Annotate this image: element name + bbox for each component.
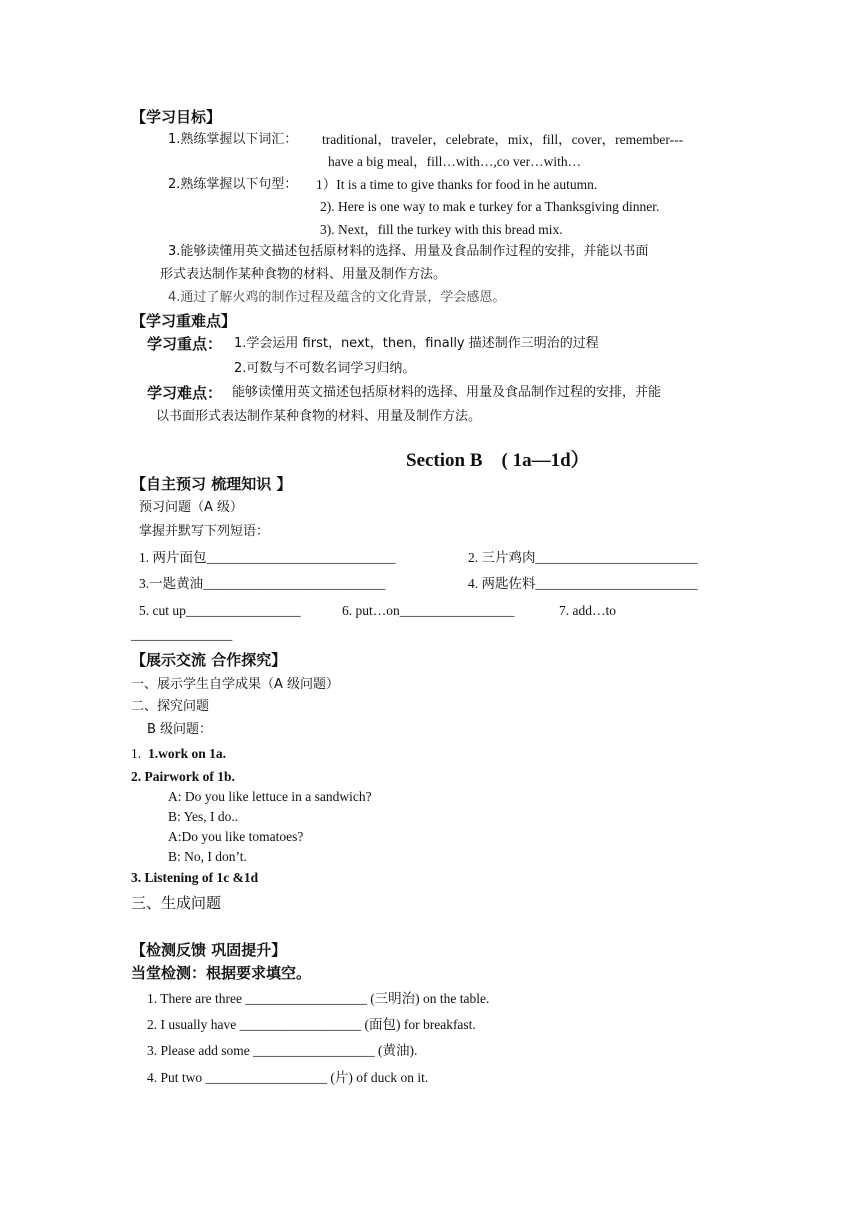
difficulty-line-2: 以书面形式表达制作某种食物的材料、用量及制作方法。 bbox=[156, 409, 482, 424]
difficulty-line-1: 能够读懂用英文描述包括原材料的选择、用量及食品制作过程的安排，并能 bbox=[232, 385, 662, 400]
question-3: 3. Listening of 1c &1d bbox=[131, 870, 259, 885]
explore-part-1: 一、展示学生自学成果（A 级问题） bbox=[131, 677, 340, 692]
exercise-2: 2. I usually have __________________ (面包) for breakfast. bbox=[147, 1017, 476, 1032]
exercise-4: 4. Put two __________________ (片) of duck on it. bbox=[147, 1070, 429, 1085]
focus-1: 1.学会运用 first，next，then，finally 描述制作三明治的过程 bbox=[234, 336, 599, 351]
phrase-item-7: 7. add…to bbox=[559, 603, 616, 618]
vocab-label: 1.熟练掌握以下词汇： bbox=[168, 132, 298, 147]
preview-instruction: 掌握并默写下列短语： bbox=[139, 524, 270, 539]
key-points-heading: 【学习重难点】 bbox=[131, 312, 237, 330]
check-heading: 【检测反馈 巩固提升】 bbox=[131, 941, 287, 959]
phrase-item-1: 1. 两片面包____________________________ bbox=[139, 550, 396, 565]
focus-2: 2.可数与不可数名词学习归纳。 bbox=[234, 361, 416, 376]
explore-heading: 【展示交流 合作探究】 bbox=[131, 651, 287, 669]
objective-3-line-2: 形式表达制作某种食物的材料、用量及制作方法。 bbox=[160, 267, 447, 282]
exercise-1: 1. There are three __________________ (三明治) on the table. bbox=[147, 991, 490, 1006]
dialog-line-1: A: Do you like lettuce in a sandwich? bbox=[168, 789, 372, 804]
preview-question-label: 预习问题（A 级） bbox=[139, 500, 244, 515]
dialog-line-4: B: No, I don’t. bbox=[168, 849, 247, 864]
sentence-1: 1）It is a time to give thanks for food in he autumn. bbox=[316, 177, 598, 192]
vocab-line-2: have a big meal，fill…with…,co ver…with… bbox=[328, 154, 582, 169]
phrase-item-5: 5. cut up_________________ bbox=[139, 603, 301, 618]
explore-part-2: 二、探究问题 bbox=[131, 699, 210, 714]
sentence-label: 2.熟练掌握以下句型： bbox=[168, 177, 298, 192]
vocab-line-1: traditional，traveler，celebrate，mix，fill，cover，remember--- bbox=[322, 132, 684, 147]
exercise-3: 3. Please add some __________________ (黄油). bbox=[147, 1043, 418, 1058]
sentence-3: 3). Next，fill the turkey with this bread mix. bbox=[320, 222, 563, 237]
dialog-line-3: A:Do you like tomatoes? bbox=[168, 829, 304, 844]
objective-4: 4.通过了解火鸡的制作过程及蕴含的文化背景，学会感恩。 bbox=[168, 290, 506, 305]
phrase-item-3: 3.一匙黄油___________________________ bbox=[139, 576, 386, 591]
b-level-label: B 级问题： bbox=[147, 722, 213, 737]
phrase-item-4: 4. 两匙佐料________________________ bbox=[468, 576, 698, 591]
objective-3-line-1: 3.能够读懂用英文描述包括原材料的选择、用量及食品制作过程的安排，并能以书面 bbox=[168, 244, 649, 259]
question-1-number: 1. bbox=[131, 746, 142, 761]
section-title: Section B ( 1a—1d） bbox=[406, 450, 590, 471]
sentence-2: 2). Here is one way to mak e turkey for a Thanksgiving dinner. bbox=[320, 199, 660, 214]
check-subheading: 当堂检测：根据要求填空。 bbox=[131, 964, 312, 982]
question-1: 1.work on 1a. bbox=[148, 746, 227, 761]
explore-part-3: 三、生成问题 bbox=[131, 894, 222, 912]
phrase-item-7-blank: _______________ bbox=[131, 627, 233, 642]
focus-label: 学习重点： bbox=[147, 335, 223, 353]
phrase-item-2: 2. 三片鸡肉________________________ bbox=[468, 550, 698, 565]
preview-heading: 【自主预习 梳理知识 】 bbox=[131, 475, 292, 493]
objectives-heading: 【学习目标】 bbox=[131, 108, 222, 126]
difficulty-label: 学习难点： bbox=[147, 384, 223, 402]
dialog-line-2: B: Yes, I do.. bbox=[168, 809, 239, 824]
question-2: 2. Pairwork of 1b. bbox=[131, 769, 235, 784]
phrase-item-6: 6. put…on_________________ bbox=[342, 603, 515, 618]
